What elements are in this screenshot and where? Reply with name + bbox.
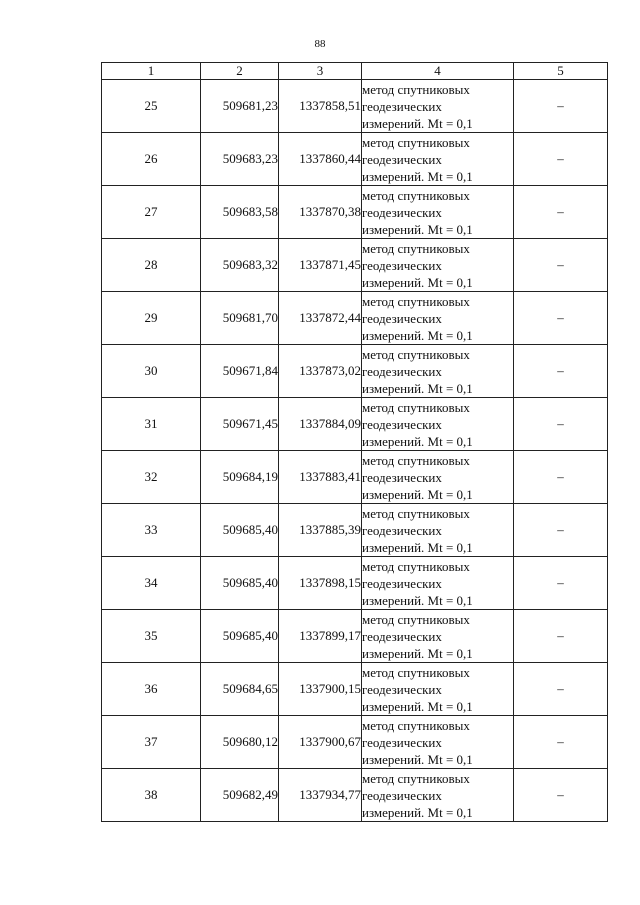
method-line: метод спутниковых bbox=[362, 611, 470, 627]
method-cell bbox=[362, 610, 514, 663]
x-coordinate-cell: 509683,58 bbox=[201, 186, 279, 239]
note-cell: – bbox=[514, 292, 608, 345]
column-header-4: 4 bbox=[362, 63, 514, 80]
method-line: метод спутниковых bbox=[362, 664, 470, 680]
method-line: метод спутниковых bbox=[362, 293, 470, 309]
method-cell bbox=[362, 80, 514, 133]
method-cell bbox=[362, 345, 514, 398]
x-coordinate-cell: 509684,65 bbox=[201, 663, 279, 716]
method-line: геодезических bbox=[362, 416, 442, 432]
method-cell bbox=[362, 451, 514, 504]
table-row bbox=[102, 186, 608, 239]
table-row bbox=[102, 769, 608, 822]
table-row bbox=[102, 451, 608, 504]
method-line: геодезических bbox=[362, 575, 442, 591]
method-line: измерений. Mt = 0,1 bbox=[362, 221, 473, 237]
note-cell: – bbox=[514, 504, 608, 557]
point-number-cell: 26 bbox=[102, 133, 201, 186]
table-row bbox=[102, 80, 608, 133]
point-number-cell: 38 bbox=[102, 769, 201, 822]
y-coordinate-cell: 1337885,39 bbox=[279, 504, 362, 557]
method-line: метод спутниковых bbox=[362, 770, 470, 786]
method-line: измерений. Mt = 0,1 bbox=[362, 592, 473, 608]
method-line: геодезических bbox=[362, 681, 442, 697]
method-line: измерений. Mt = 0,1 bbox=[362, 274, 473, 290]
method-cell bbox=[362, 557, 514, 610]
point-number-cell: 35 bbox=[102, 610, 201, 663]
x-coordinate-cell: 509685,40 bbox=[201, 610, 279, 663]
method-line: измерений. Mt = 0,1 bbox=[362, 645, 473, 661]
method-cell bbox=[362, 186, 514, 239]
x-coordinate-cell: 509684,19 bbox=[201, 451, 279, 504]
point-number-cell: 27 bbox=[102, 186, 201, 239]
table-row bbox=[102, 610, 608, 663]
method-cell bbox=[362, 398, 514, 451]
method-line: геодезических bbox=[362, 628, 442, 644]
y-coordinate-cell: 1337873,02 bbox=[279, 345, 362, 398]
method-line: метод спутниковых bbox=[362, 240, 470, 256]
table-body bbox=[102, 80, 608, 822]
method-cell bbox=[362, 716, 514, 769]
note-cell: – bbox=[514, 663, 608, 716]
method-cell bbox=[362, 292, 514, 345]
note-cell: – bbox=[514, 451, 608, 504]
method-line: измерений. Mt = 0,1 bbox=[362, 380, 473, 396]
method-line: метод спутниковых bbox=[362, 558, 470, 574]
method-line: геодезических bbox=[362, 469, 442, 485]
method-line: метод спутниковых bbox=[362, 717, 470, 733]
column-header-5: 5 bbox=[514, 63, 608, 80]
note-cell: – bbox=[514, 239, 608, 292]
method-line: геодезических bbox=[362, 310, 442, 326]
method-line: метод спутниковых bbox=[362, 505, 470, 521]
table-row bbox=[102, 133, 608, 186]
y-coordinate-cell: 1337872,44 bbox=[279, 292, 362, 345]
point-number-cell: 31 bbox=[102, 398, 201, 451]
y-coordinate-cell: 1337871,45 bbox=[279, 239, 362, 292]
x-coordinate-cell: 509683,23 bbox=[201, 133, 279, 186]
method-cell bbox=[362, 769, 514, 822]
note-cell: – bbox=[514, 557, 608, 610]
table-row bbox=[102, 663, 608, 716]
method-cell bbox=[362, 239, 514, 292]
y-coordinate-cell: 1337858,51 bbox=[279, 80, 362, 133]
x-coordinate-cell: 509682,49 bbox=[201, 769, 279, 822]
method-line: геодезических bbox=[362, 787, 442, 803]
column-header-3: 3 bbox=[279, 63, 362, 80]
point-number-cell: 29 bbox=[102, 292, 201, 345]
point-number-cell: 33 bbox=[102, 504, 201, 557]
point-number-cell: 25 bbox=[102, 80, 201, 133]
table-row bbox=[102, 239, 608, 292]
table-header-row bbox=[102, 63, 608, 80]
method-line: измерений. Mt = 0,1 bbox=[362, 327, 473, 343]
point-number-cell: 28 bbox=[102, 239, 201, 292]
method-line: измерений. Mt = 0,1 bbox=[362, 486, 473, 502]
method-line: метод спутниковых bbox=[362, 187, 470, 203]
method-line: метод спутниковых bbox=[362, 134, 470, 150]
method-line: геодезических bbox=[362, 257, 442, 273]
x-coordinate-cell: 509671,84 bbox=[201, 345, 279, 398]
point-number-cell: 37 bbox=[102, 716, 201, 769]
method-line: геодезических bbox=[362, 98, 442, 114]
column-header-2: 2 bbox=[201, 63, 279, 80]
method-cell bbox=[362, 133, 514, 186]
y-coordinate-cell: 1337860,44 bbox=[279, 133, 362, 186]
page-number: 88 bbox=[314, 38, 326, 50]
method-cell bbox=[362, 504, 514, 557]
method-line: измерений. Mt = 0,1 bbox=[362, 115, 473, 131]
table-row bbox=[102, 345, 608, 398]
method-line: измерений. Mt = 0,1 bbox=[362, 539, 473, 555]
method-line: метод спутниковых bbox=[362, 399, 470, 415]
method-line: геодезических bbox=[362, 204, 442, 220]
method-cell bbox=[362, 663, 514, 716]
x-coordinate-cell: 509671,45 bbox=[201, 398, 279, 451]
x-coordinate-cell: 509680,12 bbox=[201, 716, 279, 769]
method-line: метод спутниковых bbox=[362, 346, 470, 362]
point-number-cell: 34 bbox=[102, 557, 201, 610]
method-line: метод спутниковых bbox=[362, 81, 470, 97]
note-cell: – bbox=[514, 186, 608, 239]
y-coordinate-cell: 1337899,17 bbox=[279, 610, 362, 663]
note-cell: – bbox=[514, 345, 608, 398]
method-line: измерений. Mt = 0,1 bbox=[362, 433, 473, 449]
y-coordinate-cell: 1337900,15 bbox=[279, 663, 362, 716]
table-row bbox=[102, 398, 608, 451]
note-cell: – bbox=[514, 133, 608, 186]
point-number-cell: 30 bbox=[102, 345, 201, 398]
coordinates-table bbox=[101, 62, 608, 822]
y-coordinate-cell: 1337934,77 bbox=[279, 769, 362, 822]
method-line: измерений. Mt = 0,1 bbox=[362, 168, 473, 184]
table-row bbox=[102, 292, 608, 345]
point-number-cell: 32 bbox=[102, 451, 201, 504]
y-coordinate-cell: 1337900,67 bbox=[279, 716, 362, 769]
method-line: метод спутниковых bbox=[362, 452, 470, 468]
table-row bbox=[102, 716, 608, 769]
method-line: измерений. Mt = 0,1 bbox=[362, 751, 473, 767]
x-coordinate-cell: 509681,23 bbox=[201, 80, 279, 133]
y-coordinate-cell: 1337884,09 bbox=[279, 398, 362, 451]
x-coordinate-cell: 509685,40 bbox=[201, 504, 279, 557]
y-coordinate-cell: 1337883,41 bbox=[279, 451, 362, 504]
x-coordinate-cell: 509685,40 bbox=[201, 557, 279, 610]
method-line: измерений. Mt = 0,1 bbox=[362, 698, 473, 714]
note-cell: – bbox=[514, 716, 608, 769]
y-coordinate-cell: 1337898,15 bbox=[279, 557, 362, 610]
table-row bbox=[102, 504, 608, 557]
y-coordinate-cell: 1337870,38 bbox=[279, 186, 362, 239]
x-coordinate-cell: 509683,32 bbox=[201, 239, 279, 292]
note-cell: – bbox=[514, 80, 608, 133]
method-line: геодезических bbox=[362, 734, 442, 750]
method-line: геодезических bbox=[362, 522, 442, 538]
point-number-cell: 36 bbox=[102, 663, 201, 716]
method-line: геодезических bbox=[362, 363, 442, 379]
note-cell: – bbox=[514, 610, 608, 663]
note-cell: – bbox=[514, 398, 608, 451]
method-line: геодезических bbox=[362, 151, 442, 167]
column-header-1: 1 bbox=[102, 63, 201, 80]
table-row bbox=[102, 557, 608, 610]
method-line: измерений. Mt = 0,1 bbox=[362, 804, 473, 820]
note-cell: – bbox=[514, 769, 608, 822]
x-coordinate-cell: 509681,70 bbox=[201, 292, 279, 345]
